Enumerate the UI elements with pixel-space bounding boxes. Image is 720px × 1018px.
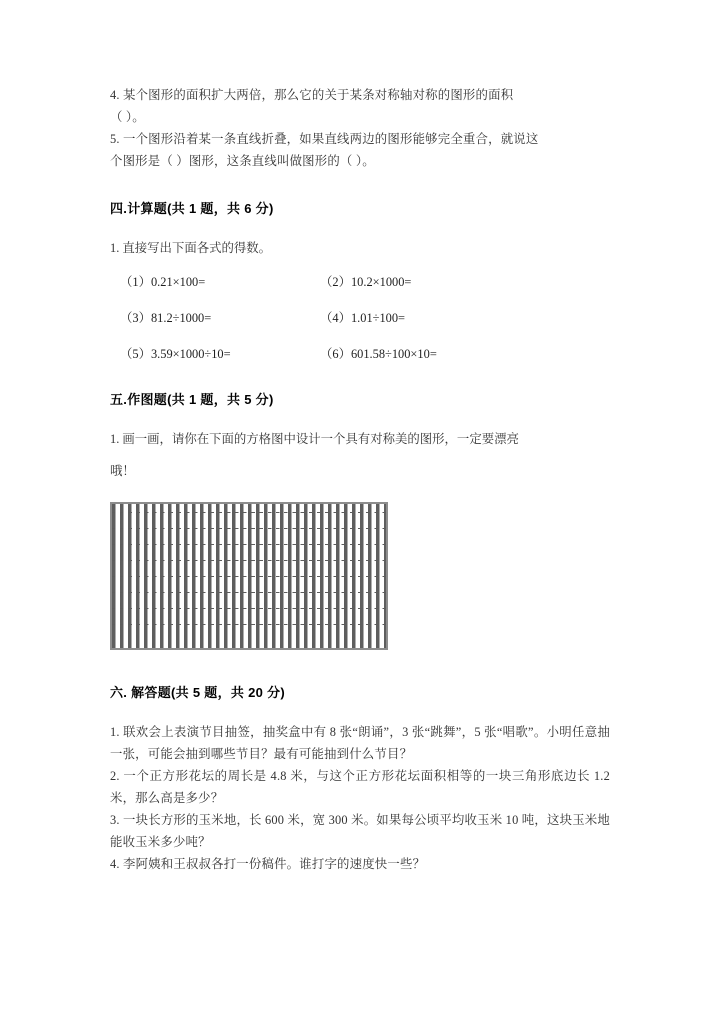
grid-vertical-lines [112,504,386,648]
spacer [110,408,610,428]
question-5-line-1: 5. 一个图形沿着某一条直线折叠，如果直线两边的图形能够完全重合，就说这 [110,132,539,146]
grid-line-vertical [328,504,329,648]
grid-line-vertical [136,504,137,648]
grid-line-horizontal [112,592,386,593]
page-content [110,84,610,875]
grid-line-vertical [264,504,265,648]
spacer [110,217,610,237]
section-four-heading: 四.计算题(共 1 题，共 6 分) [110,201,274,216]
grid-line-vertical [280,504,281,648]
grid-line-horizontal [112,624,386,625]
spacer [110,259,610,273]
calculation-items [110,273,610,363]
grid-line-horizontal [112,512,386,513]
word-problem-1: 1. 联欢会上表演节目抽签，抽奖盒中有 8 张“朗诵”，3 张“跳舞”，5 张“唱歌”。小明任意抽一张，可能会抽到哪些节目？最有可能抽到什么节目？ [110,725,610,761]
grid-line-vertical [360,504,361,648]
grid-line-vertical [232,504,233,648]
grid-line-vertical [248,504,249,648]
section-five-heading: 五.作图题(共 1 题，共 5 分) [110,392,274,407]
grid-line-horizontal [112,608,386,609]
section-four-prompt: 1. 直接写出下面各式的得数。 [110,241,272,255]
grid-line-vertical [168,504,169,648]
section-five-prompt-line-1: 1. 画一画，请你在下面的方格图中设计一个具有对称美的图形，一定要漂亮 [110,432,519,446]
grid-line-vertical [200,504,201,648]
calc-item-2: （2）10.2×1000= [320,275,412,289]
grid-line-vertical [184,504,185,648]
word-problem-3: 3. 一块长方形的玉米地，长 600 米，宽 300 米。如果每公顷平均收玉米 10 吨，这块玉米地能收玉米多少吨？ [110,813,610,849]
fill-in-blank-tail [110,84,610,172]
grid-horizontal-lines [112,504,386,648]
spacer [110,482,610,502]
word-problem-2: 2. 一个正方形花坛的周长是 4.8 米，与这个正方形花坛面积相等的一块三角形底边长 1.2 米，那么高是多少？ [110,769,610,805]
grid-line-vertical [120,504,121,648]
spacer [110,172,610,198]
spacer [110,363,610,389]
section-six-heading: 六. 解答题(共 5 题，共 20 分) [110,685,286,700]
spacer [110,701,610,721]
grid-line-horizontal [112,528,386,529]
calc-item-4: （4）1.01÷100= [320,311,406,325]
grid-figure-wrapper [110,502,610,662]
grid-line-horizontal [112,560,386,561]
grid-line-vertical [216,504,217,648]
word-problem-4: 4. 李阿姨和王叔叔各打一份稿件。谁打字的速度快一些？ [110,857,426,871]
grid-line-vertical [344,504,345,648]
calc-item-1: （1）0.21×100= [120,275,206,289]
grid-line-vertical [152,504,153,648]
grid-line-horizontal [112,544,386,545]
section-five-prompt-line-2: 哦！ [110,464,135,478]
question-5-line-2: 个图形是（ ）图形，这条直线叫做图形的（ ）。 [110,154,375,168]
question-4-blank-line: （ ）。 [110,110,145,124]
grid-line-vertical [312,504,313,648]
square-grid-figure [110,502,388,650]
calc-item-3: （3）81.2÷1000= [120,311,212,325]
question-4-text: 4. 某个图形的面积扩大两倍，那么它的关于某条对称轴对称的图形的面积 [110,88,514,102]
calc-item-5: （5）3.59×1000÷10= [120,347,231,361]
grid-line-horizontal [112,576,386,577]
calc-item-6: （6）601.58÷100×10= [320,347,437,361]
grid-line-vertical [296,504,297,648]
spacer [110,662,610,682]
